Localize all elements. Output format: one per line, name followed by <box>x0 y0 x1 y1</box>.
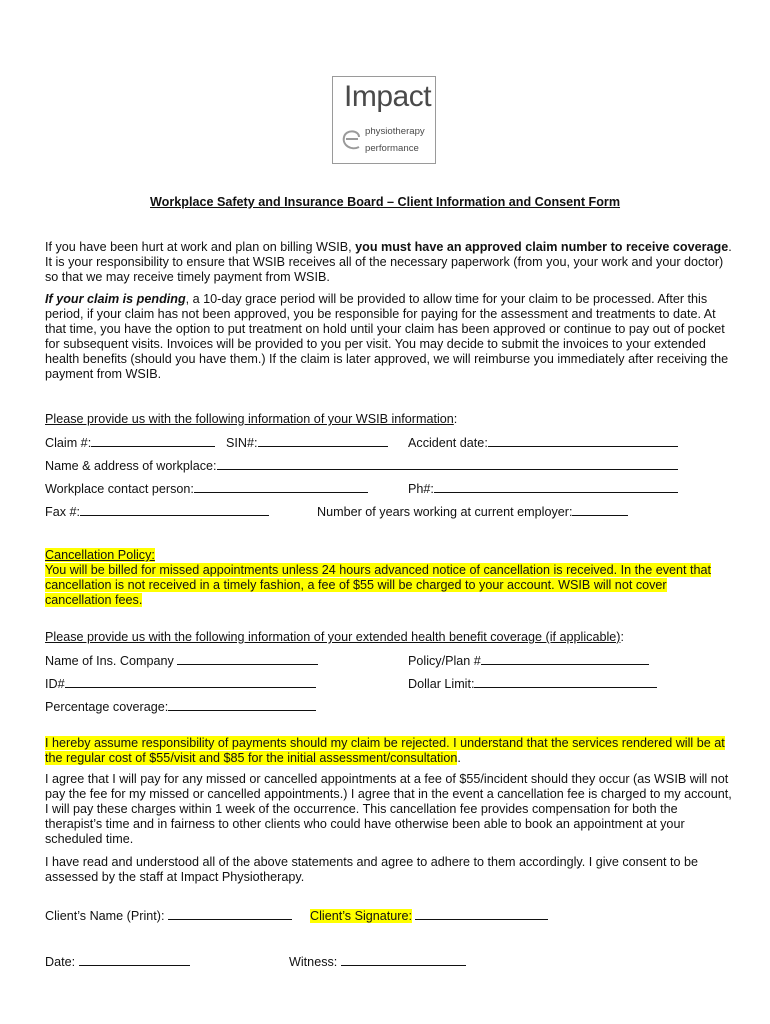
cancellation-text: You will be billed for missed appointments unless 24 hours advanced notice of cancellation is received. In the event that cancellation is not received in a timely fashion, a fee of $55 will be charged to your account. WSIB will not cover cancellation fees. <box>45 563 712 607</box>
id-label: ID# <box>45 677 65 691</box>
date-label: Date: <box>45 955 76 969</box>
intro-text-bold: you must have an approved claim number to receive coverage <box>355 240 729 254</box>
missed-appointments-agreement: I agree that I will pay for any missed or cancelled appointments at a fee of $55/incident should they occur (as WSIB will not pay the fee for my missed or cancelled appointments.) I agree that in the event a cancellation fee is charged to my account, I will pay these charges within 1 week of the occurrence. This cancellation fee provides compensation for both the therapist’s time and in fairness to other clients who could have otherwise been able to book an appointment at your scheduled time. <box>45 772 732 846</box>
contact-person-label: Workplace contact person: <box>45 482 194 496</box>
intro-text-a: If you have been hurt at work and plan on billing WSIB, <box>45 240 356 254</box>
wsib-section-heading: Please provide us with the following information of your WSIB information: <box>45 412 458 426</box>
ins-company-label: Name of Ins. Company <box>45 654 174 668</box>
percentage-coverage-label: Percentage coverage: <box>45 700 169 714</box>
workplace-label: Name & address of workplace: <box>45 459 217 473</box>
witness-field[interactable] <box>289 954 466 969</box>
dollar-limit-label: Dollar Limit: <box>408 677 475 691</box>
pending-label: If your claim is pending <box>45 292 186 306</box>
swirl-e-logo-icon <box>339 125 365 155</box>
pending-text: , a 10-day grace period will be provided to allow time for your claim to be processed. After this period, if your claim has not been approved, you be responsible for paying for the assessment and treatments to date. At that time, you have the option to put treatment on hold until your claim has been approved or continue to pay out of pocket for subsequent visits. Invoices will be provided to you per visit. You may decide to submit the invoices to your extended health benefits (should you have them.) If the claim is later approved, we will reimburse you immediately after receiving the payment from WSIB. <box>45 292 729 381</box>
claim-label: Claim #: <box>45 436 92 450</box>
form-title: Workplace Safety and Insurance Board – Client Information and Consent Form <box>150 195 621 209</box>
client-name-field[interactable] <box>45 908 292 923</box>
percentage-coverage-field[interactable] <box>45 699 316 714</box>
consent-statement: I have read and understood all of the above statements and agree to adhere to them accordingly. I give consent to be assessed by the staff at Impact Physiotherapy. <box>45 855 698 884</box>
accident-date-field[interactable] <box>408 435 678 450</box>
intro-paragraph-2 <box>45 292 735 382</box>
client-name-label: Client’s Name (Print): <box>45 909 165 923</box>
logo-line-2: performance <box>365 143 419 154</box>
ins-company-field[interactable] <box>45 653 318 668</box>
logo-name: Impact <box>344 80 432 113</box>
id-field[interactable] <box>45 676 316 691</box>
sin-field[interactable] <box>226 435 388 450</box>
contact-person-field[interactable] <box>45 481 368 496</box>
accident-date-label: Accident date: <box>408 436 488 450</box>
client-signature-field[interactable] <box>310 908 548 923</box>
client-signature-label: Client’s Signature: <box>310 909 412 923</box>
dollar-limit-field[interactable] <box>408 676 657 691</box>
cancellation-heading: Cancellation Policy: <box>45 548 155 562</box>
phone-label: Ph#: <box>408 482 434 496</box>
policy-plan-field[interactable] <box>408 653 649 668</box>
date-field[interactable] <box>45 954 190 969</box>
company-logo <box>332 76 436 164</box>
intro-text-c: . It is your responsibility to ensure that WSIB receives all of the necessary paperwork (from you, your work and your doctor) so that we may receive timely payment from WSIB. <box>45 240 732 284</box>
logo-line-1: physiotherapy <box>365 126 425 137</box>
sin-label: SIN#: <box>226 436 258 450</box>
fax-field[interactable] <box>45 504 269 519</box>
claim-field[interactable] <box>45 435 215 450</box>
policy-plan-label: Policy/Plan # <box>408 654 481 668</box>
witness-label: Witness: <box>289 955 338 969</box>
responsibility-statement: I hereby assume responsibility of payments should my claim be rejected. I understand that the services rendered will be at the regular cost of $55/visit and $85 for the initial assessment/consultation. <box>45 736 725 765</box>
years-employed-label: Number of years working at current employer: <box>317 505 573 519</box>
workplace-field[interactable] <box>45 458 678 473</box>
ehb-section-heading: Please provide us with the following information of your extended health benefit coverage (if applicable): <box>45 630 624 644</box>
intro-paragraph-1 <box>45 240 735 285</box>
phone-field[interactable] <box>408 481 678 496</box>
fax-label: Fax #: <box>45 505 80 519</box>
years-employed-field[interactable] <box>317 504 628 519</box>
